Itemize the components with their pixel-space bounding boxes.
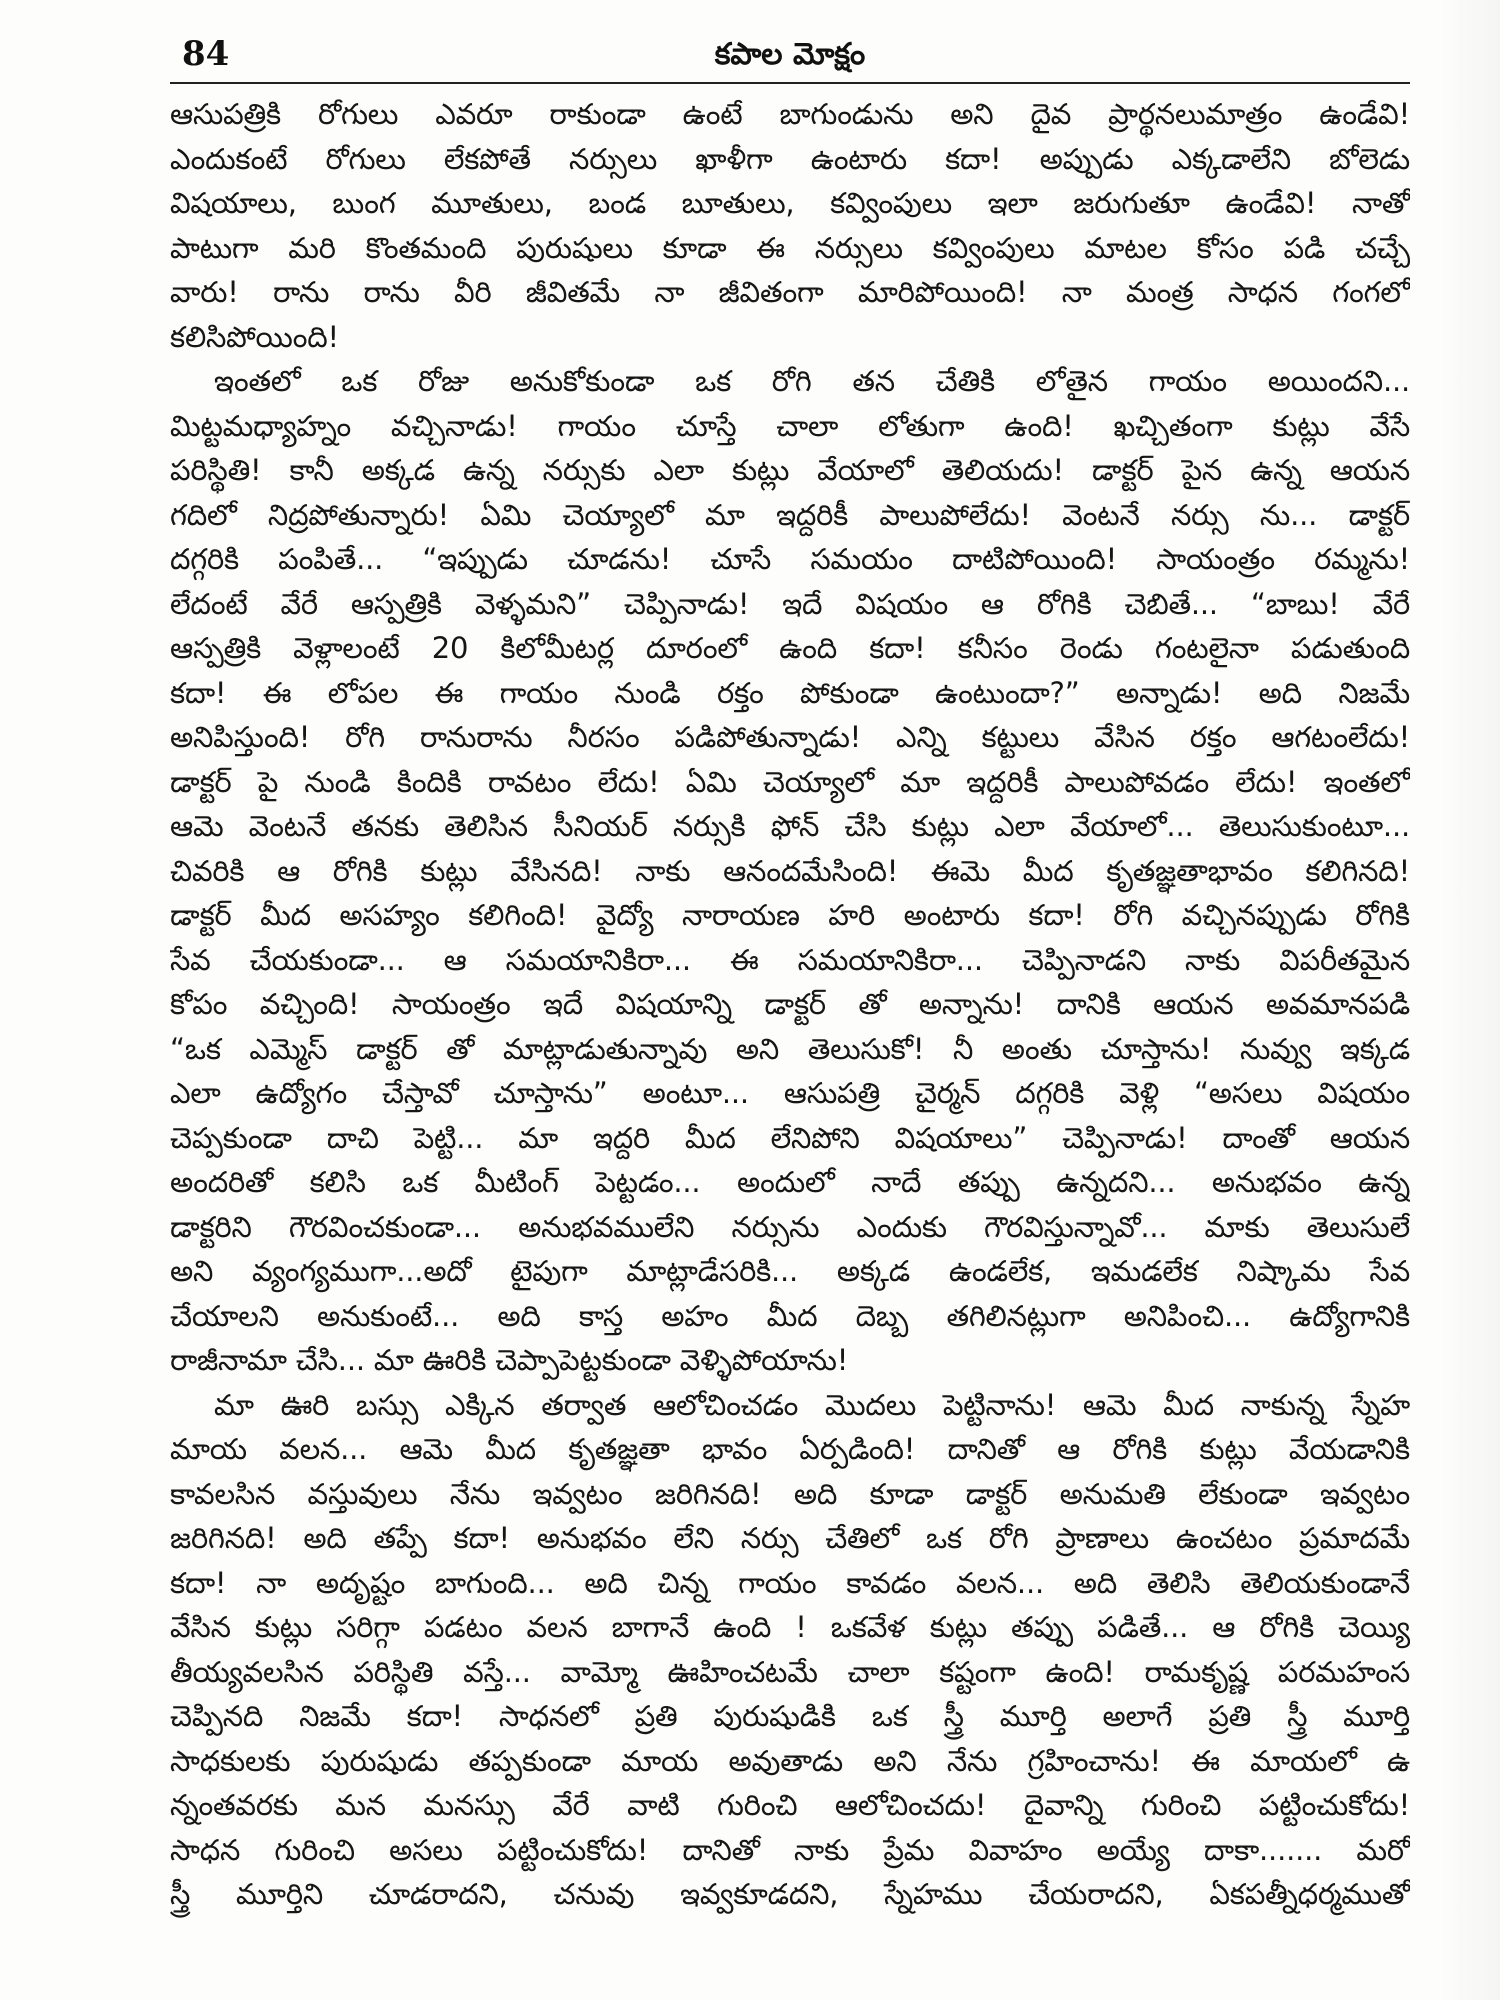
text-line: మాయ వలన... ఆమె మీద కృతజ్ఞతా భావం ఏర్పడింది! దానితో ఆ రోగికి కుట్లు వేయడానికి xyxy=(170,1432,1410,1466)
text-line: జరిగినది! అది తప్పే కదా! అనుభవం లేని నర్సు చేతిలో ఒక రోగి ప్రాణాలు ఉంచటం ప్రమాదమే xyxy=(170,1521,1410,1555)
text-line: తీయ్యవలసిన పరిస్థితి వస్తే... వామ్మో ఊహించటమే చాలా కష్టంగా ఉంది! రామకృష్ణ పరమహంస xyxy=(170,1654,1410,1689)
text-line: ఆమె వెంటనే తనకు తెలిసిన సీనియర్ నర్సుకి ఫోన్ చేసి కుట్లు ఎలా వేయాలో... తెలుసుకుంటూ... xyxy=(170,809,1410,843)
text-line: దగ్గరికి పంపితే... “ఇప్పుడు చూడను! చూసే సమయం దాటిపోయింది! సాయంత్రం రమ్మను! xyxy=(170,542,1410,576)
text-line: పరిస్థితి! కానీ అక్కడ ఉన్న నర్సుకు ఎలా కుట్లు వేయాలో తెలియదు! డాక్టర్ పైన ఉన్న ఆయన xyxy=(170,453,1410,487)
text-line: కదా! ఈ లోపల ఈ గాయం నుండి రక్తం పోకుండా ఉంటుందా?” అన్నాడు! అది నిజమే xyxy=(170,675,1410,710)
text-line: న్నంతవరకు మన మనస్సు వేరే వాటి గురించి ఆలోచించదు! దైవాన్ని గురించి పట్టించుకోదు! xyxy=(170,1788,1410,1822)
text-line: లేదంటే వేరే ఆస్పత్రికి వెళ్ళమని” చెప్పినాడు! ఇదే విషయం ఆ రోగికి చెబితే... “బాబు! వేరే xyxy=(170,586,1410,621)
text-line: అనిపిస్తుంది! రోగి రానురాను నీరసం పడిపోతున్నాడు! ఎన్ని కట్టులు వేసిన రక్తం ఆగటంలేదు! xyxy=(170,720,1410,754)
text-line: కావలసిన వస్తువులు నేను ఇవ్వటం జరిగినది! అది కూడా డాక్టర్ అనుమతి లేకుండా ఇవ్వటం xyxy=(170,1476,1410,1511)
text-line: కోపం వచ్చింది! సాయంత్రం ఇదే విషయాన్ని డాక్టర్ తో అన్నాను! దానికి ఆయన అవమానపడి xyxy=(170,987,1410,1021)
running-title: కపాల మోక్షం xyxy=(714,37,866,72)
text-line: పాటుగా మరి కొంతమంది పురుషులు కూడా ఈ నర్సులు కవ్వింపులు మాటల కోసం పడి చచ్చే xyxy=(170,230,1410,265)
text-line: డాక్టరిని గౌరవించకుండా... అనుభవములేని నర్సును ఎందుకు గౌరవిస్తున్నావో... మాకు తెలుసులే xyxy=(170,1209,1410,1244)
text-line: స్త్రీ మూర్తిని చూడరాదని, చనువు ఇవ్వకూడదని, స్నేహము చేయరాదని, ఏకపత్నీధర్మముతో xyxy=(170,1877,1410,1911)
page-number: 84 xyxy=(182,34,230,74)
page-header xyxy=(170,32,1410,80)
text-line: ఎందుకంటే రోగులు లేకపోతే నర్సులు ఖాళీగా ఉంటారు కదా! అప్పుడు ఎక్కడాలేని బోలెడు xyxy=(170,141,1410,176)
text-line: మిట్టమధ్యాహ్నం వచ్చినాడు! గాయం చూస్తే చాలా లోతుగా ఉంది! ఖచ్చితంగా కుట్లు వేసే xyxy=(170,408,1410,443)
text-line: ఎలా ఉద్యోగం చేస్తావో చూస్తాను” అంటూ... ఆసుపత్రి చైర్మన్ దగ్గరికి వెళ్లి “అసలు విషయం xyxy=(170,1076,1410,1110)
text-line: ఇంతలో ఒక రోజు అనుకోకుండా ఒక రోగి తన చేతికి లోతైన గాయం అయిందని... xyxy=(214,364,1410,398)
text-line: చివరికి ఆ రోగికి కుట్లు వేసినది! నాకు ఆనందమేసింది! ఈమె మీద కృతజ్ఞతాభావం కలిగినది! xyxy=(170,853,1410,888)
text-line: కదా! నా అదృష్టం బాగుంది... అది చిన్న గాయం కావడం వలన... అది తెలిసి తెలియకుండానే xyxy=(170,1565,1410,1600)
text-line: ఆసుపత్రికి రోగులు ఎవరూ రాకుండా ఉంటే బాగుండును అని దైవ ప్రార్థనలుమాత్రం ఉండేవి! xyxy=(170,97,1410,131)
text-line: సాధకులకు పురుషుడు తప్పకుండా మాయ అవుతాడు అని నేను గ్రహించాను! ఈ మాయలో ఉ xyxy=(170,1743,1410,1778)
text-line: వేసిన కుట్లు సరిగ్గా పడటం వలన బాగానే ఉంది ! ఒకవేళ కుట్లు తప్పు పడితే... ఆ రోగికి చెయ్యి xyxy=(170,1610,1410,1644)
text-line: సాధన గురించి అసలు పట్టించుకోదు! దానితో నాకు ప్రేమ వివాహం అయ్యే దాకా....... మరో xyxy=(170,1832,1410,1867)
text-line: వారు! రాను రాను వీరి జీవితమే నా జీవితంగా మారిపోయింది! నా మంత్ర సాధన గంగలో xyxy=(170,275,1410,309)
text-line: డాక్టర్ మీద అసహ్యం కలిగింది! వైద్యో నారాయణ హరి అంటారు కదా! రోగి వచ్చినప్పుడు రోగికి xyxy=(170,898,1410,932)
text-line: డాక్టర్ పై నుండి కిందికి రావటం లేదు! ఏమి చెయ్యాలో మా ఇద్దరికీ పాలుపోవడం లేదు! ఇంతలో xyxy=(170,764,1410,799)
text-line: సేవ చేయకుండా... ఆ సమయానికిరా... ఈ సమయానికిరా... చెప్పినాడని నాకు విపరీతమైన xyxy=(170,942,1410,977)
text-line: రాజీనామా చేసి... మా ఊరికి చెప్పాపెట్టకుండా వెళ్ళిపోయాను! xyxy=(170,1343,849,1377)
header-rule xyxy=(170,82,1410,84)
body-text xyxy=(170,92,1410,1982)
text-line: చెప్పకుండా దాచి పెట్టి... మా ఇద్దరి మీద లేనిపోని విషయాలు” చెప్పినాడు! దాంతో ఆయన xyxy=(170,1120,1410,1155)
text-line: చేయాలని అనుకుంటే... అది కాస్త అహం మీద దెబ్బ తగిలినట్లుగా అనిపించి... ఉద్యోగానికి xyxy=(170,1298,1410,1333)
text-line: “ఒక ఎమ్మెస్ డాక్టర్ తో మాట్లాడుతున్నావు అని తెలుసుకో! నీ అంతు చూస్తాను! నువ్వు ఇక్కడ xyxy=(170,1031,1410,1066)
text-line: విషయాలు, బుంగ మూతులు, బండ బూతులు, కవ్వింపులు ఇలా జరుగుతూ ఉండేవి! నాతో xyxy=(170,186,1410,220)
text-line: అని వ్యంగ్యముగా...అదో టైపుగా మాట్లాడేసరికి... అక్కడ ఉండలేక, ఇమడలేక నిష్కామ సేవ xyxy=(170,1254,1410,1288)
text-line: మా ఊరి బస్సు ఎక్కిన తర్వాత ఆలోచించడం మొదలు పెట్టినాను! ఆమె మీద నాకున్న స్నేహ xyxy=(214,1387,1410,1422)
page-edge-shadow xyxy=(1440,0,1500,2000)
text-line: చెప్పినది నిజమే కదా! సాధనలో ప్రతి పురుషుడికి ఒక స్త్రీ మూర్తి అలాగే ప్రతి స్త్రీ మూర్తి xyxy=(170,1699,1410,1733)
text-line: గదిలో నిద్రపోతున్నారు! ఏమి చెయ్యాలో మా ఇద్దరికీ పాలుపోలేదు! వెంటనే నర్సు ను... డాక్టర్ xyxy=(170,497,1410,532)
text-line: ఆస్పత్రికి వెళ్లాలంటే 20 కిలోమీటర్ల దూరంలో ఉంది కదా! కనీసం రెండు గంటలైనా పడుతుంది xyxy=(170,631,1410,665)
text-line: కలిసిపోయింది! xyxy=(170,319,339,354)
text-line: అందరితో కలిసి ఒక మీటింగ్ పెట్టడం... అందులో నాదే తప్పు ఉన్నదని... అనుభవం ఉన్న xyxy=(170,1165,1410,1199)
